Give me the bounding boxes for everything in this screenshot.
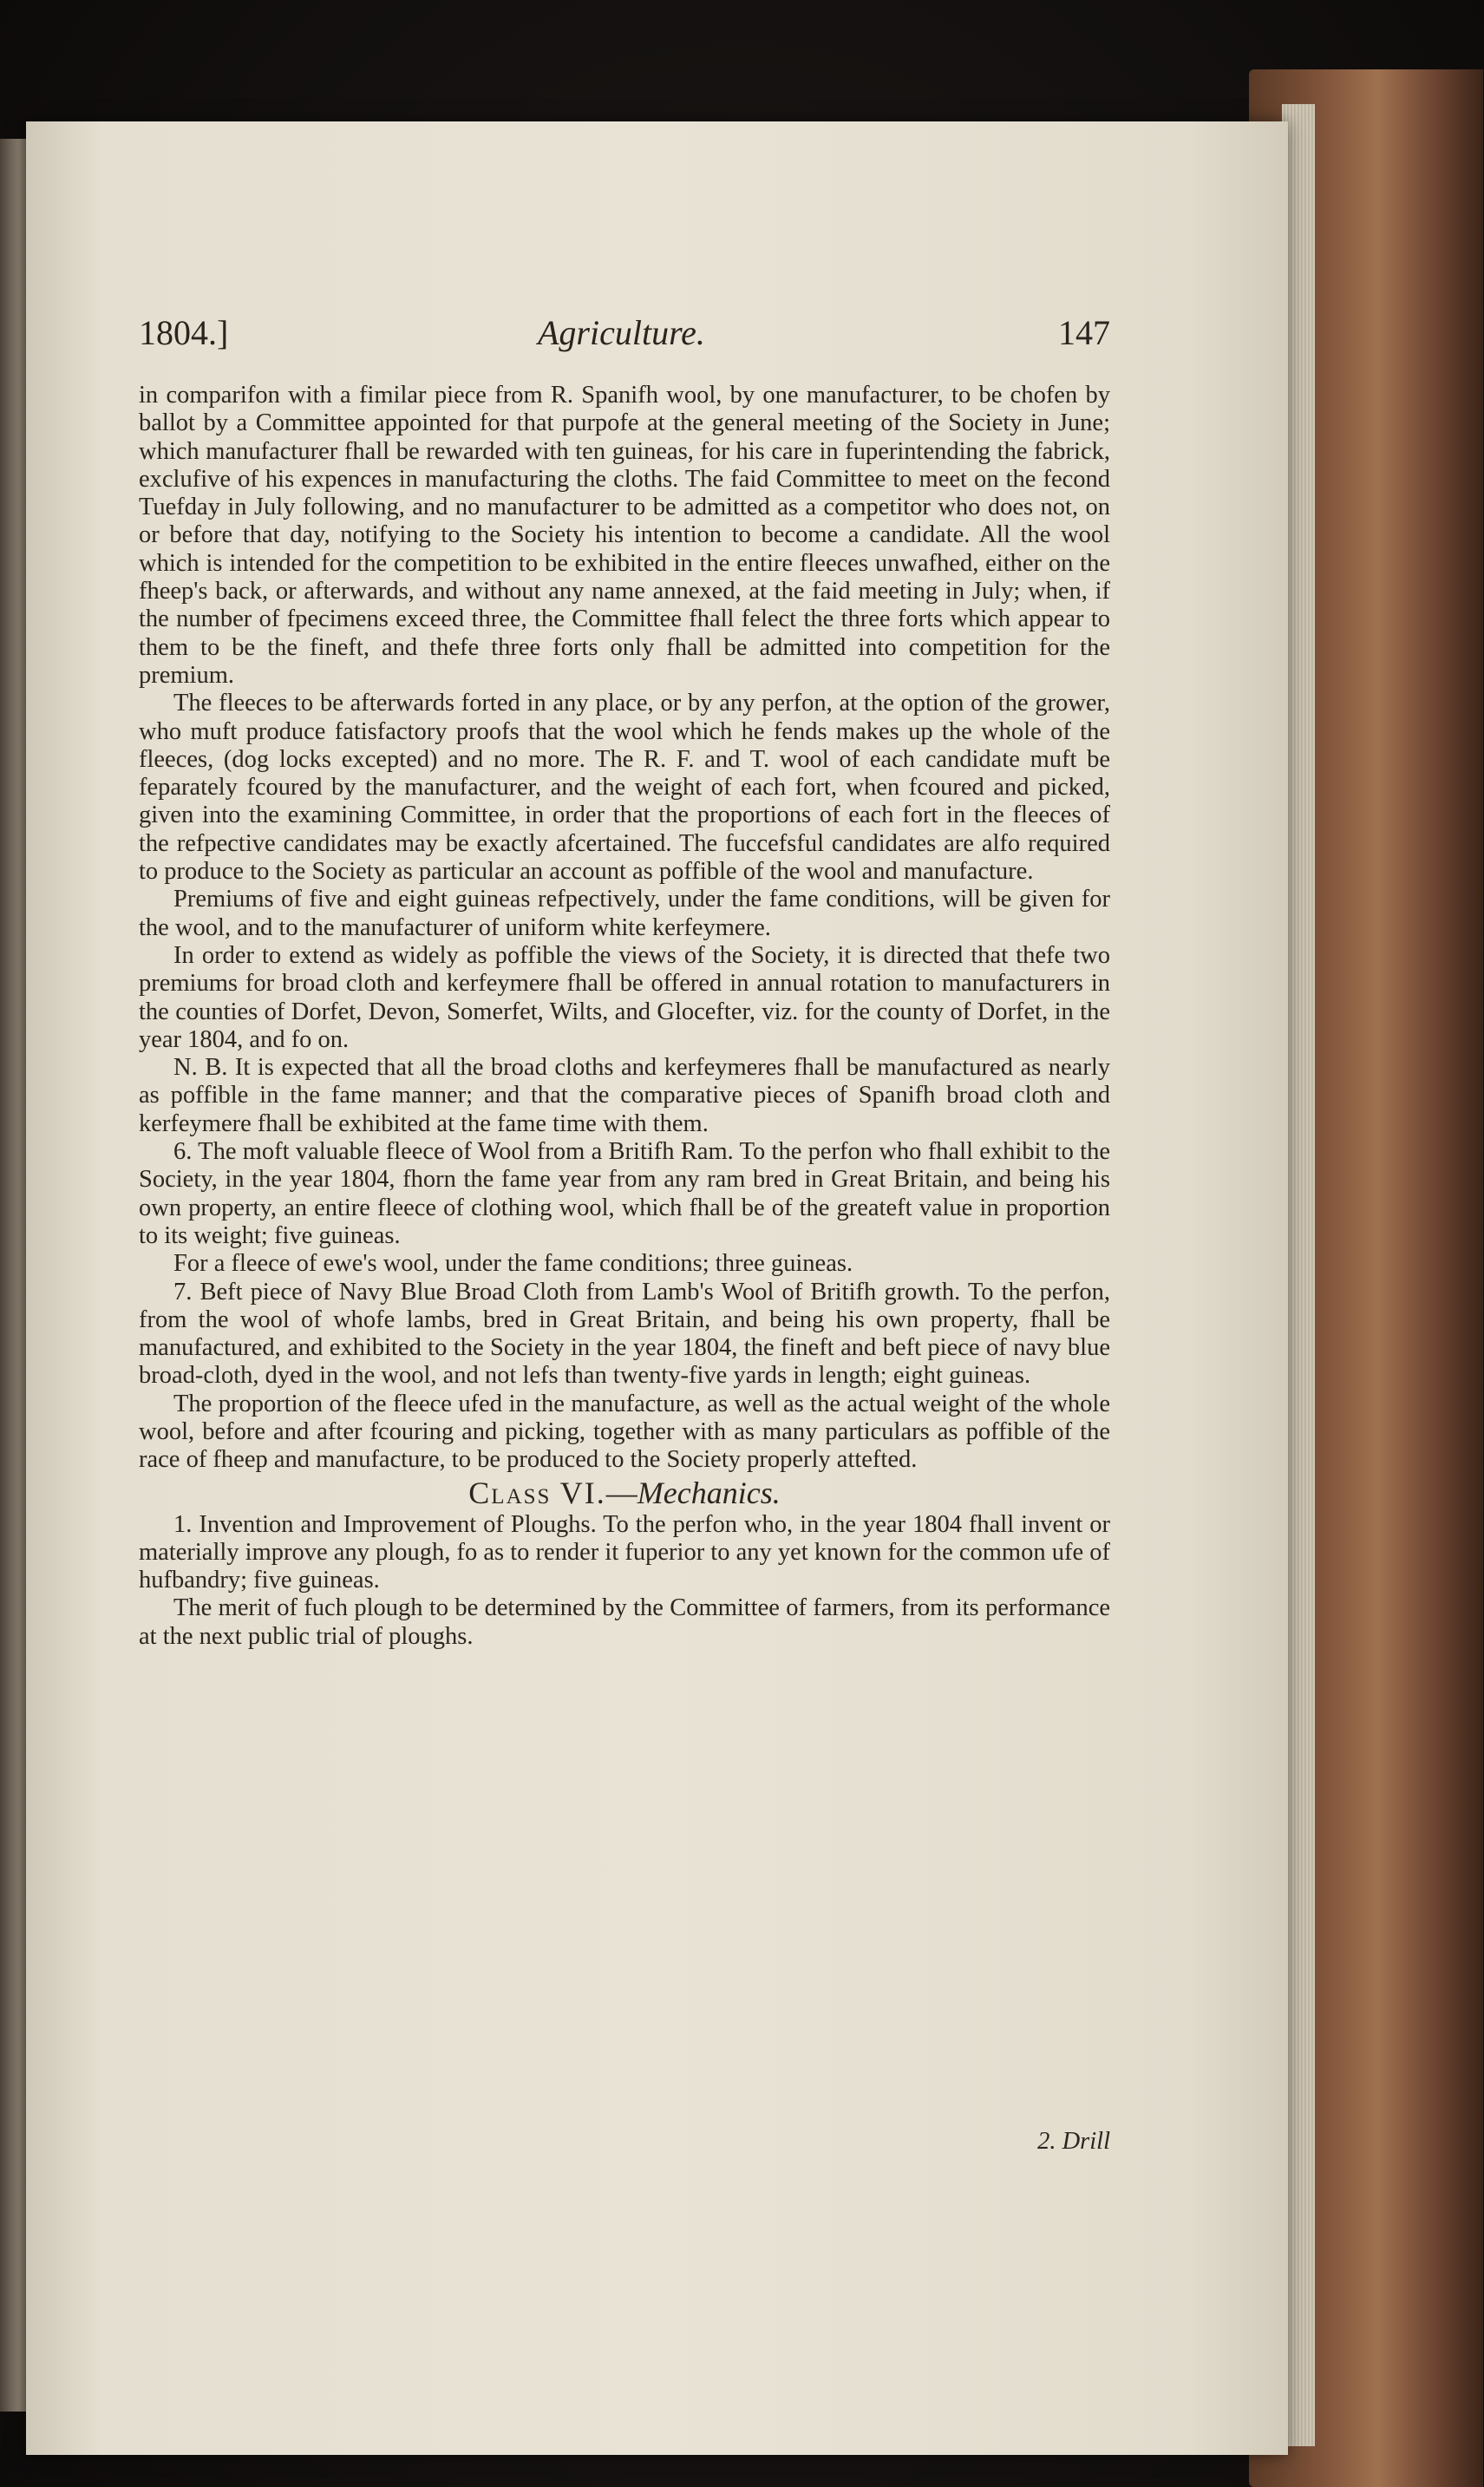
- paragraph: The proportion of the fleece ufed in the manufacture, as well as the actual weight of the whole wool, before and after fcouring and picking, together with as many particulars as poffible of the race of fheep and manufacture, to be produced to the Society properly attefted.: [139, 1390, 1110, 1474]
- header-year: 1804.]: [139, 313, 229, 352]
- paragraph: The fleeces to be afterwards forted in any place, or by any perfon, at the option of the grower, who muft produce fatisfactory proofs that the wool which he fends makes up the whole of the fleeces, (dog locks excepted) and no more. The R. F. and T. wool of each candidate muft be feparately fcoured by the manufacturer, and the weight of each fort, when fcoured and picked, given into the examining Committee, in order that the proportions of each fort in the fleeces of the refpective candidates may be exactly afcertained. The fuccefsful candidates are alfo required to produce to the Society as particular an account as poffible of the wool and manufacture.: [139, 690, 1110, 886]
- class-title: Mechanics.: [637, 1475, 781, 1510]
- paragraph: 6. The moft valuable fleece of Wool from a Britifh Ram. To the perfon who fhall exhibit to the Society, in the year 1804, fhorn the fame year from any ram bred in Great Britain, and being his own property, an entire fleece of clothing wool, which fhall be of the greateft value in proportion to its weight; five guineas.: [139, 1138, 1110, 1249]
- body-text: [139, 382, 1110, 1651]
- paragraph: Premiums of five and eight guineas refpectively, under the fame conditions, will be given for the wool, and to the manufacturer of uniform white kerfeymere.: [139, 886, 1110, 941]
- paragraph: 7. Beft piece of Navy Blue Broad Cloth from Lamb's Wool of Britifh growth. To the perfon, from the wool of whofe lambs, bred in Great Britain, and being his own property, fhall be manufactured, and exhibited to the Society in the year 1804, the fineft and beft piece of navy blue broad-cloth, dyed in the wool, and not lefs than twenty-five yards in length; eight guineas.: [139, 1278, 1110, 1390]
- paragraph: 1. Invention and Improvement of Ploughs. To the perfon who, in the year 1804 fhall invent or materially improve any plough, fo as to render it fuperior to any yet known for the common ufe of hufbandry; five guineas.: [139, 1510, 1110, 1594]
- catchword: 2. Drill: [1037, 2128, 1110, 2155]
- paragraph: In order to extend as widely as poffible the views of the Society, it is directed that thefe two premiums for broad cloth and kerfeymere fhall be offered in annual rotation to manufacturers in the counties of Dorfet, Devon, Somerfet, Wilts, and Glocefter, viz. for the county of Dorfet, in the year 1804, and fo on.: [139, 941, 1110, 1053]
- header-title: Agriculture.: [538, 313, 705, 352]
- class-heading: [139, 1476, 1110, 1509]
- page-number: 147: [1058, 313, 1110, 352]
- class-label: Class VI.: [468, 1475, 606, 1510]
- paragraph: The merit of fuch plough to be determined by the Committee of farmers, from its performance at the next public trial of ploughs.: [139, 1594, 1110, 1650]
- paragraph: For a fleece of ewe's wool, under the fame conditions; three guineas.: [173, 1250, 853, 1278]
- paragraph: N. B. It is expected that all the broad cloths and kerfeymeres fhall be manufactured as nearly as poffible in the fame manner; and that the comparative pieces of Spanifh broad cloth and kerfeymere fhall be exhibited at the fame time with them.: [139, 1054, 1110, 1137]
- class-dash: —: [605, 1475, 637, 1510]
- paragraph: in comparifon with a fimilar piece from R. Spanifh wool, by one manufacturer, to be chofen by ballot by a Committee appointed for that purpofe at the general meeting of the Society in June; which manufacturer fhall be rewarded with ten guineas, for his care in fuperintending the fabrick, exclufive of his expences in manufacturing the cloths. The faid Committee to meet on the fecond Tuefday in July following, and no manufacturer to be admitted as a competitor who does not, on or before that day, notifying to the Society his intention to become a candidate. All the wool which is intended for the competition to be exhibited in the entire fleeces unwafhed, either on the fheep's back, or afterwards, and without any name annexed, at the faid meeting in July; when, if the number of fpecimens exceed three, the Committee fhall felect the three forts which appear to them to be the fineft, and thefe three forts only fhall be admitted into competition for the premium.: [139, 382, 1110, 689]
- running-header: [139, 312, 1110, 356]
